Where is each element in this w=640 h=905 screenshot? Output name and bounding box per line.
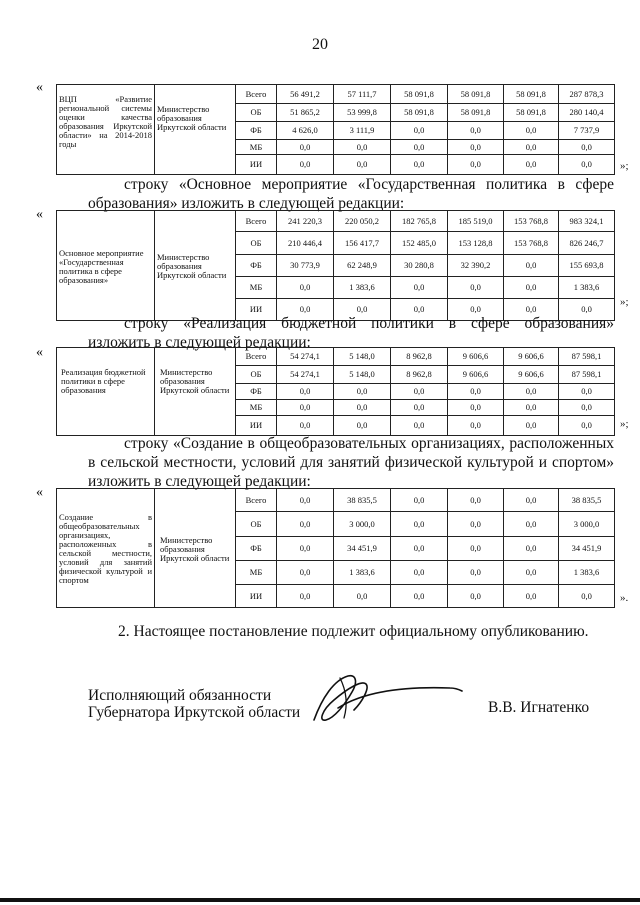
table-cell: 0,0 [448,416,504,436]
table-cell: 0,0 [504,512,559,537]
table-cell: 220 050,2 [334,211,391,232]
program-name: Создание в общеобразовательных организациях, расположенных в сельской местности, условий для занятий физической культурой и спортом [57,489,155,608]
table-cell: 0,0 [391,489,448,512]
table-1 [56,84,615,175]
table-cell: 58 091,8 [391,85,448,104]
funding-source: Всего [236,348,277,366]
table-cell: 9 606,6 [448,366,504,384]
table-cell: 0,0 [277,585,334,608]
table-cell: 0,0 [334,155,391,175]
table-cell: 0,0 [277,140,334,155]
signatory-title-line2: Губернатора Иркутской области [88,704,301,721]
table-2 [56,210,615,321]
table-cell: 280 140,4 [559,104,615,122]
funding-source: Всего [236,85,277,104]
table-cell: 0,0 [448,489,504,512]
table-cell: 0,0 [391,155,448,175]
table-cell: 0,0 [448,512,504,537]
funding-source: МБ [236,561,277,585]
funding-source: ИИ [236,155,277,175]
quote-close-2: »; [620,296,629,308]
quote-open-1: « [36,80,43,95]
funding-source: МБ [236,277,277,299]
table-cell: 0,0 [277,489,334,512]
table-cell: 58 091,8 [448,85,504,104]
table-cell: 0,0 [391,384,448,400]
table-cell: 152 485,0 [391,232,448,255]
table-cell: 0,0 [504,537,559,561]
table-cell: 0,0 [277,155,334,175]
table-cell: 1 383,6 [334,277,391,299]
table-cell: 32 390,2 [448,255,504,277]
table-cell: 0,0 [559,585,615,608]
table-cell: 241 220,3 [277,211,334,232]
table-cell: 0,0 [391,299,448,321]
table-cell: 0,0 [448,122,504,140]
table-cell: 0,0 [391,512,448,537]
table-cell: 8 962,8 [391,366,448,384]
table-cell: 0,0 [504,155,559,175]
table-cell: 153 128,8 [448,232,504,255]
paragraph-1 [88,175,614,213]
table-cell: 4 626,0 [277,122,334,140]
table-cell: 0,0 [504,585,559,608]
funding-source: Всего [236,489,277,512]
table-cell: 0,0 [504,255,559,277]
signatory-title-line1: Исполняющий обязанности [88,687,272,704]
table-cell: 58 091,8 [504,104,559,122]
table-cell: 0,0 [391,585,448,608]
table-cell: 5 148,0 [334,366,391,384]
table-cell: 0,0 [559,299,615,321]
quote-open-4: « [36,485,43,500]
table-cell: 0,0 [504,489,559,512]
table-cell: 53 999,8 [334,104,391,122]
funding-source: ИИ [236,299,277,321]
table-cell: 38 835,5 [559,489,615,512]
table-cell: 153 768,8 [504,211,559,232]
table-cell: 0,0 [559,140,615,155]
table-cell: 8 962,8 [391,348,448,366]
paragraph-2-text: строку «Реализация бюджетной политики в сфере образования» изложить в следующей редакции: [88,315,614,351]
table-cell: 0,0 [391,537,448,561]
table-cell: 54 274,1 [277,348,334,366]
table-cell: 0,0 [504,277,559,299]
signatory-name: В.В. Игнатенко [488,699,590,716]
table-cell: 0,0 [559,155,615,175]
table-cell: 0,0 [391,140,448,155]
table-cell: 0,0 [391,416,448,436]
table-cell: 1 383,6 [334,561,391,585]
funding-source: ОБ [236,366,277,384]
table-cell: 87 598,1 [559,366,615,384]
responsible-executor: Министерство образования Иркутской области [155,348,236,436]
table-cell: 155 693,8 [559,255,615,277]
table-cell: 182 765,8 [391,211,448,232]
table-cell: 826 246,7 [559,232,615,255]
table-cell: 56 491,2 [277,85,334,104]
table-cell: 0,0 [334,384,391,400]
quote-close-1: »; [620,160,629,172]
funding-source: МБ [236,140,277,155]
funding-source: ФБ [236,384,277,400]
table-cell: 0,0 [448,537,504,561]
table-cell: 0,0 [448,585,504,608]
program-name: ВЦП «Развитие региональной системы оценки качества образования Иркутской области» на 2014-2018 годы [57,85,155,175]
table-cell: 0,0 [504,400,559,416]
responsible-executor: Министерство образования Иркутской области [155,489,236,608]
table-cell: 34 451,9 [334,537,391,561]
table-cell: 0,0 [448,384,504,400]
table-cell: 210 446,4 [277,232,334,255]
table-cell: 1 383,6 [559,561,615,585]
table-cell: 0,0 [391,400,448,416]
paragraph-4 [88,622,614,641]
table-cell: 0,0 [277,384,334,400]
table-cell: 0,0 [504,416,559,436]
table-cell: 983 324,1 [559,211,615,232]
table-cell: 62 248,9 [334,255,391,277]
page-number: 20 [312,36,328,53]
table-cell: 57 111,7 [334,85,391,104]
responsible-executor: Министерство образования Иркутской области [155,85,236,175]
paragraph-1-text: строку «Основное мероприятие «Государственная политика в сфере образования» изложить в следующей редакции: [88,176,614,212]
table-cell: 54 274,1 [277,366,334,384]
table-cell: 0,0 [334,299,391,321]
table-cell: 7 737,9 [559,122,615,140]
table-cell: 0,0 [334,585,391,608]
table-cell: 58 091,8 [448,104,504,122]
table-cell: 30 773,9 [277,255,334,277]
responsible-executor: Министерство образования Иркутской области [155,211,236,321]
table-cell: 0,0 [504,561,559,585]
table-cell: 0,0 [504,140,559,155]
program-name: Реализация бюджетной политики в сфере образования [57,348,155,436]
paragraph-3-text: строку «Создание в общеобразовательных организациях, расположенных в сельской местности, условий для занятий физической культурой и спортом» изложить в следующей редакции: [88,435,614,490]
table-cell: 9 606,6 [448,348,504,366]
table-cell: 0,0 [504,122,559,140]
table-cell: 0,0 [277,537,334,561]
table-cell: 0,0 [391,277,448,299]
table-3 [56,347,615,436]
table-cell: 156 417,7 [334,232,391,255]
table-cell: 5 148,0 [334,348,391,366]
paragraph-4-text: 2. Настоящее постановление подлежит официальному опубликованию. [118,623,589,640]
table-cell: 0,0 [277,299,334,321]
funding-source: Всего [236,211,277,232]
table-cell: 287 878,3 [559,85,615,104]
table-cell: 9 606,6 [504,366,559,384]
quote-open-3: « [36,345,43,360]
table-cell: 0,0 [277,416,334,436]
table-cell: 185 519,0 [448,211,504,232]
table-cell: 34 451,9 [559,537,615,561]
table-cell: 0,0 [448,277,504,299]
table-cell: 0,0 [448,299,504,321]
table-cell: 0,0 [504,384,559,400]
table-4 [56,488,615,608]
table-cell: 3 111,9 [334,122,391,140]
table-cell: 30 280,8 [391,255,448,277]
table-cell: 0,0 [277,561,334,585]
table-cell: 3 000,0 [334,512,391,537]
table-cell: 0,0 [391,561,448,585]
table-cell: 153 768,8 [504,232,559,255]
signatory-title [88,687,300,721]
table-cell: 0,0 [391,122,448,140]
funding-source: МБ [236,400,277,416]
quote-close-4: ». [620,592,629,604]
table-cell: 58 091,8 [504,85,559,104]
table-cell: 0,0 [504,299,559,321]
funding-source: ФБ [236,255,277,277]
funding-source: ФБ [236,122,277,140]
table-cell: 0,0 [334,400,391,416]
table-cell: 0,0 [277,512,334,537]
quote-close-3: »; [620,418,629,430]
table-cell: 0,0 [448,400,504,416]
table-cell: 0,0 [559,384,615,400]
paragraph-3 [88,434,614,491]
handwritten-signature [300,668,470,728]
table-cell: 51 865,2 [277,104,334,122]
table-cell: 0,0 [334,140,391,155]
table-cell: 58 091,8 [391,104,448,122]
table-cell: 0,0 [448,561,504,585]
program-name: Основное мероприятие «Государственная политика в сфере образования» [57,211,155,321]
table-cell: 0,0 [448,140,504,155]
table-cell: 0,0 [334,416,391,436]
table-cell: 0,0 [559,400,615,416]
table-cell: 9 606,6 [504,348,559,366]
table-cell: 0,0 [448,155,504,175]
table-cell: 0,0 [277,277,334,299]
table-cell: 1 383,6 [559,277,615,299]
table-cell: 3 000,0 [559,512,615,537]
table-cell: 87 598,1 [559,348,615,366]
bottom-scan-edge [0,898,640,902]
funding-source: ОБ [236,512,277,537]
table-cell: 0,0 [559,416,615,436]
quote-open-2: « [36,207,43,222]
funding-source: ОБ [236,104,277,122]
funding-source: ИИ [236,585,277,608]
funding-source: ОБ [236,232,277,255]
funding-source: ФБ [236,537,277,561]
table-cell: 38 835,5 [334,489,391,512]
table-cell: 0,0 [277,400,334,416]
funding-source: ИИ [236,416,277,436]
